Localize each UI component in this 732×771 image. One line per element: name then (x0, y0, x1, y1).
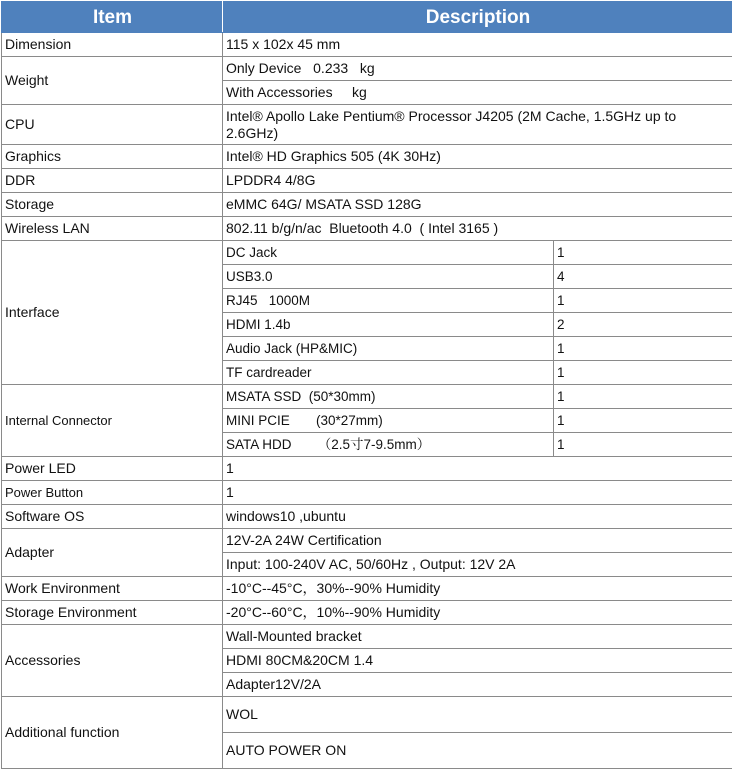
internal-item-qty: 1 (554, 409, 732, 433)
row-storage (2, 193, 732, 217)
row-weight-1 (2, 57, 732, 81)
cpu-value: Intel® Apollo Lake Pentium® Processor J4205 (2M Cache, 1.5GHz up to 2.6GHz) (223, 105, 732, 145)
row-interface-1 (2, 241, 732, 265)
graphics-label: Graphics (2, 145, 223, 169)
software-os-label: Software OS (2, 505, 223, 529)
interface-item-name: RJ45 1000M (223, 289, 554, 313)
row-graphics (2, 145, 732, 169)
additional-item: WOL (223, 697, 732, 733)
interface-label: Interface (2, 241, 223, 385)
internal-item-name: MINI PCIE (30*27mm) (223, 409, 554, 433)
power-led-value: 1 (223, 457, 732, 481)
internal-item-qty: 1 (554, 433, 732, 457)
interface-item-qty: 2 (554, 313, 732, 337)
dimension-label: Dimension (2, 33, 223, 57)
work-env-value: -10°C--45°C，30%--90% Humidity (223, 577, 732, 601)
row-storage-env (2, 601, 732, 625)
accessory-item: HDMI 80CM&20CM 1.4 (223, 649, 732, 673)
wireless-label: Wireless LAN (2, 217, 223, 241)
storage-env-value: -20°C--60°C，10%--90% Humidity (223, 601, 732, 625)
row-power-led (2, 457, 732, 481)
work-env-label: Work Environment (2, 577, 223, 601)
additional-label: Additional function (2, 697, 223, 769)
weight-with-accessories: With Accessories kg (223, 81, 732, 105)
power-led-label: Power LED (2, 457, 223, 481)
dimension-value: 115 x 102x 45 mm (223, 33, 732, 57)
interface-item-qty: 1 (554, 337, 732, 361)
row-power-button (2, 481, 732, 505)
wireless-value: 802.11 b/g/n/ac Bluetooth 4.0 ( Intel 3165 ) (223, 217, 732, 241)
graphics-value: Intel® HD Graphics 505 (4K 30Hz) (223, 145, 732, 169)
internal-item-name: MSATA SSD (50*30mm) (223, 385, 554, 409)
interface-item-qty: 4 (554, 265, 732, 289)
interface-item-qty: 1 (554, 361, 732, 385)
interface-item-name: TF cardreader (223, 361, 554, 385)
software-os-value: windows10 ,ubuntu (223, 505, 732, 529)
storage-value: eMMC 64G/ MSATA SSD 128G (223, 193, 732, 217)
interface-item-name: DC Jack (223, 241, 554, 265)
row-additional-1 (2, 697, 732, 733)
interface-item-name: USB3.0 (223, 265, 554, 289)
interface-item-name: Audio Jack (HP&MIC) (223, 337, 554, 361)
internal-item-name: SATA HDD （2.5寸7-9.5mm） (223, 433, 554, 457)
row-cpu (2, 105, 732, 145)
adapter-label: Adapter (2, 529, 223, 577)
spec-table (1, 1, 732, 769)
row-ddr (2, 169, 732, 193)
ddr-label: DDR (2, 169, 223, 193)
interface-item-qty: 1 (554, 241, 732, 265)
row-adapter-1 (2, 529, 732, 553)
interface-item-name: HDMI 1.4b (223, 313, 554, 337)
row-wireless (2, 217, 732, 241)
power-button-label: Power Button (2, 481, 223, 505)
header-item: Item (2, 2, 223, 33)
row-accessories-1 (2, 625, 732, 649)
weight-label: Weight (2, 57, 223, 105)
row-internal-1 (2, 385, 732, 409)
internal-connector-label: Internal Connector (2, 385, 223, 457)
weight-only-device: Only Device 0.233 kg (223, 57, 732, 81)
interface-item-qty: 1 (554, 289, 732, 313)
accessory-item: Adapter12V/2A (223, 673, 732, 697)
internal-item-qty: 1 (554, 385, 732, 409)
cpu-label: CPU (2, 105, 223, 145)
adapter-certification: 12V-2A 24W Certification (223, 529, 732, 553)
adapter-io: Input: 100-240V AC, 50/60Hz , Output: 12V 2A (223, 553, 732, 577)
row-work-env (2, 577, 732, 601)
power-button-value: 1 (223, 481, 732, 505)
header-description: Description (223, 2, 732, 33)
accessories-label: Accessories (2, 625, 223, 697)
storage-label: Storage (2, 193, 223, 217)
ddr-value: LPDDR4 4/8G (223, 169, 732, 193)
accessory-item: Wall-Mounted bracket (223, 625, 732, 649)
row-dimension (2, 33, 732, 57)
additional-item: AUTO POWER ON (223, 733, 732, 769)
header-row (2, 2, 732, 33)
storage-env-label: Storage Environment (2, 601, 223, 625)
row-software-os (2, 505, 732, 529)
